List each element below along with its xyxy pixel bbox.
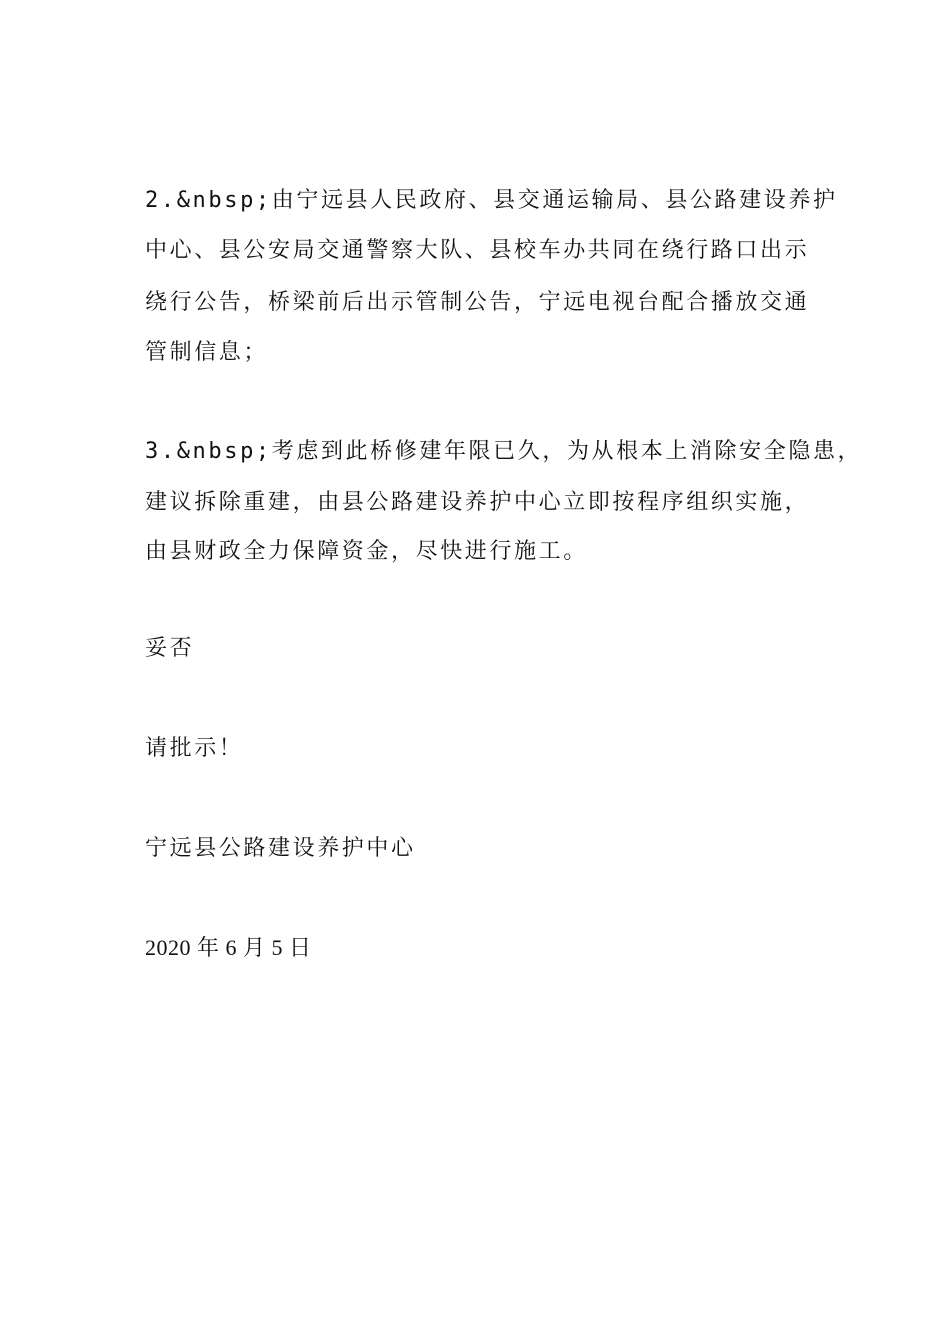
request-text: 请批示！ [145,736,244,761]
item-2-line-3: 绕行公告，桥梁前后出示管制公告，宁远电视台配合播放交通 [145,290,810,315]
item-2-line-4: 管制信息； [145,340,269,365]
closing-text: 妥否 [145,636,195,661]
item-2-line-1: 2.&nbsp;由宁远县人民政府、县交通运输局、县公路建设养护 [145,188,838,213]
item-3-line-3: 由县财政全力保障资金，尽快进行施工。 [145,539,588,564]
item-3-line-2: 建议拆除重建，由县公路建设养护中心立即按程序组织实施， [145,490,810,515]
item-3-line-1: 3.&nbsp;考虑到此桥修建年限已久，为从根本上消除安全隐患， [145,439,863,464]
signature-organization: 宁远县公路建设养护中心 [145,836,416,861]
item-2-line-2: 中心、县公安局交通警察大队、县校车办共同在绕行路口出示 [145,238,810,263]
document-date: 2020 年 6 月 5 日 [145,935,312,960]
